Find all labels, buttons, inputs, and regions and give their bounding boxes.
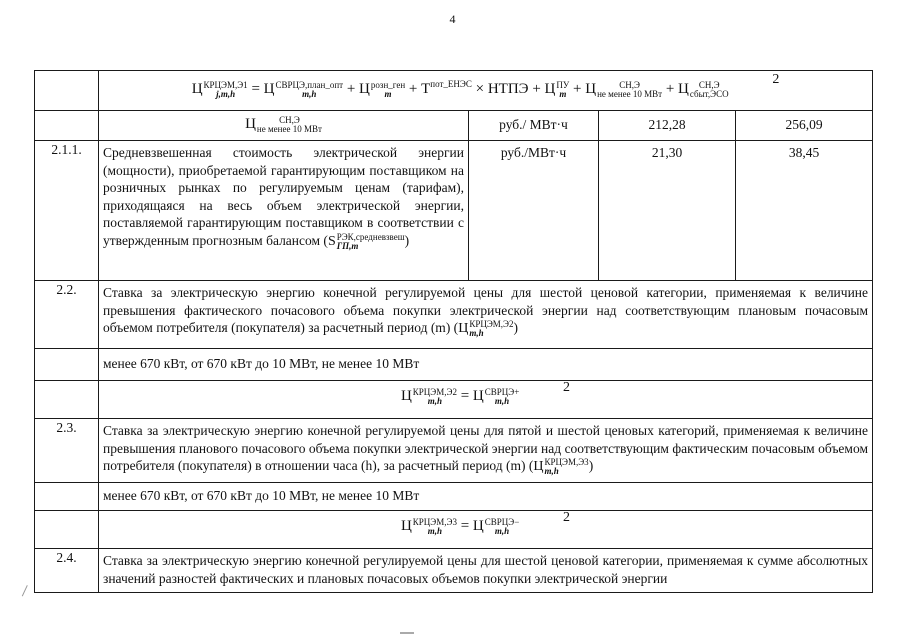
formula-marker: 2 — [563, 510, 571, 525]
sub-text-cell: менее 670 кВт, от 670 кВт до 10 МВт, не менее 10 МВт — [99, 483, 873, 511]
formula-cell — [99, 511, 873, 549]
cn-symbol: Ц СН,Э не менее 10 МВт — [245, 114, 322, 134]
formula-cell — [99, 381, 873, 419]
cn-symbol-cell — [99, 111, 469, 141]
row-2-2-formula — [35, 381, 873, 419]
row-formula-e1 — [35, 71, 873, 111]
value1-cell: 212,28 — [599, 111, 736, 141]
formula-e2: Ц КРЦЭМ,Э2 m,h = Ц СВРЦЭ+ m,h — [400, 386, 520, 406]
empty-num-cell — [35, 111, 99, 141]
scan-mark — [22, 585, 33, 599]
row-2-2 — [35, 281, 873, 349]
formula-e3: Ц КРЦЭМ,Э3 m,h = Ц СВРЦЭ− m,h — [400, 516, 520, 536]
row-2-3-formula — [35, 511, 873, 549]
scan-mark — [400, 632, 414, 634]
row-number: 2.1.1. — [35, 141, 99, 281]
unit-cell: руб./ МВт·ч — [469, 111, 599, 141]
empty-num-cell — [35, 349, 99, 381]
row-2-3 — [35, 419, 873, 483]
formula-e1-cell — [99, 71, 873, 111]
row-number: 2.2. — [35, 281, 99, 349]
row-2-3-subtext — [35, 483, 873, 511]
formula-marker: 2 — [772, 72, 780, 87]
empty-num-cell — [35, 511, 99, 549]
unit-cell: руб./МВт·ч — [469, 141, 599, 281]
empty-num-cell — [35, 381, 99, 419]
row-2-2-subtext — [35, 349, 873, 381]
row-description: Ставка за электрическую энергию конечной регулируемой цены для шестой ценовой категории, применяемая к величине превышения фактического почасового объема покупки электрической энергии над соответствующим плановым почасовым объемом потребителя (покупателя) за расчетный период (m) (Ц КРЦЭМ,Э2 m,h ) — [99, 281, 873, 349]
row-description: Средневзвешенная стоимость электрической энергии (мощности), приобретаемой гарантирующим поставщиком на розничных рынках по регулируемым ценам (тарифам), приходящаяся на весь объем электрической энергии, поставляемой гарантирующим поставщиком в соответствии с утвержденным прогнозным балансом (S РЭК,средневзвеш ГП,m ) — [99, 141, 469, 281]
row-cn-value — [35, 111, 873, 141]
formula-marker: 2 — [563, 380, 571, 395]
tariff-table — [34, 70, 873, 593]
value1-cell: 21,30 — [599, 141, 736, 281]
value2-cell: 38,45 — [736, 141, 873, 281]
empty-num-cell — [35, 483, 99, 511]
row-description: Ставка за электрическую энергию конечной регулируемой цены для шестой ценовой категории, применяемая к сумме абсолютных значений разностей фактических и плановых почасовых объемов покупки электрической энергии — [99, 549, 873, 593]
row-description: Ставка за электрическую энергию конечной регулируемой цены для пятой и шестой ценовых категорий, применяемая к величине превышения планового почасового объема покупки электрической энергии над соответствующим фактическим почасовым объемом потребителя (покупателя) в отношении часа (h), за расчетный период (m) (Ц КРЦЭМ,Э3 m,h ) — [99, 419, 873, 483]
page-number: 4 — [449, 12, 456, 26]
value2-cell: 256,09 — [736, 111, 873, 141]
sub-text-cell: менее 670 кВт, от 670 кВт до 10 МВт, не менее 10 МВт — [99, 349, 873, 381]
row-number: 2.4. — [35, 549, 99, 593]
row-2-1-1 — [35, 141, 873, 281]
formula-e1: Ц КРЦЭМ,Э1 j,m,h = Ц СВРЦЭ,план_опт m,h + Ц розн_ген m + $Т^{пот\_ЕНЭС}$ × НТПЭ + Ц ПУ m + Ц СН,Э не менее 10 МВт + Ц СН,Э сбыт,ЭСО — [191, 79, 729, 99]
row-number: 2.3. — [35, 419, 99, 483]
empty-num-cell — [35, 71, 99, 111]
row-2-4 — [35, 549, 873, 593]
